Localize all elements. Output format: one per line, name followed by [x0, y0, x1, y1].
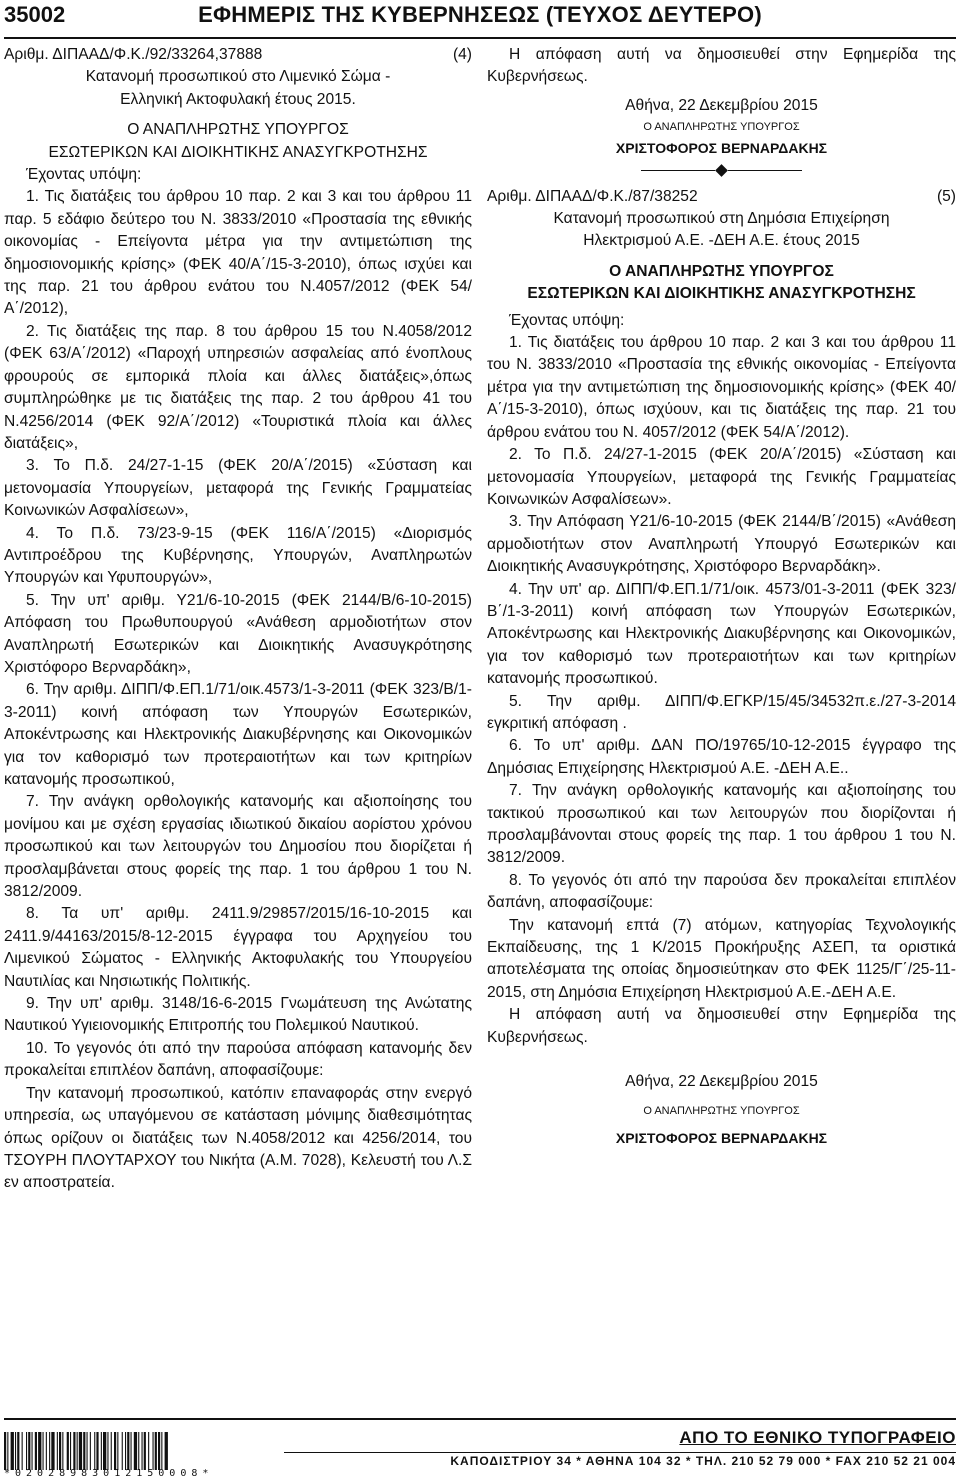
decision-5-paragraph-2: 2. Το Π.δ. 24/27-1-2015 (ΦΕΚ 20/Α΄/2015) «Σύσταση και μετονομασία Υπουργείων, μεταφορά της Γενικής Γραμματείας Κοινωνικών Ασφαλίσεων». [487, 446, 956, 508]
barcode-bar [138, 1432, 139, 1470]
decision-5-signer-name: ΧΡΙΣΤΟΦΟΡΟΣ ΒΕΡΝΑΡΔΑΚΗΣ [615, 1130, 828, 1147]
barcode-bar [7, 1432, 8, 1470]
decision-4-number: Αριθμ. ΔΙΠΑΑΔ/Φ.Κ./92/33264,37888 [4, 46, 263, 63]
decision-4-considering: Έχοντας υπόψη: [26, 166, 142, 184]
barcode-bar [38, 1432, 41, 1470]
barcode-bar [161, 1432, 162, 1470]
barcode-bar [90, 1432, 91, 1470]
decision-5-authority-2: ΕΣΩΤΕΡΙΚΩΝ ΚΑΙ ΔΙΟΙΚΗΤΙΚΗΣ ΑΝΑΣΥΓΚΡΟΤΗΣΗΣ [527, 285, 916, 303]
decision-4-paragraph-5: 5. Την υπ' αριθμ. Υ21/6-10-2015 (ΦΕΚ 2144/Β/6-10-2015) Απόφαση του Πρωθυπουργού «Ανάθεση αρμοδιοτήτων στον Αναπληρωτή Εσωτερικών και Διοικητικής Ανασυγκρότησης Χριστόφορο Βερναρδάκη», [4, 591, 472, 676]
decision-4-heading [4, 44, 472, 66]
barcode-bar [155, 1432, 157, 1470]
decision-5-heading [487, 186, 956, 208]
barcode-bar [28, 1432, 30, 1470]
barcode-bar [77, 1432, 78, 1470]
barcode-bar [101, 1432, 102, 1470]
decision-4-authority-1: Ο ΑΝΑΠΛΗΡΩΤΗΣ ΥΠΟΥΡΓΟΣ [127, 121, 349, 139]
decision-5-signer-title: Ο ΑΝΑΠΛΗΡΩΤΗΣ ΥΠΟΥΡΓΟΣ [643, 1105, 800, 1118]
gazette-title: ΕΦΗΜΕΡΙΣ ΤΗΣ ΚΥΒΕΡΝΗΣΕΩΣ (ΤΕΥΧΟΣ ΔΕΥΤΕΡΟ) [198, 2, 762, 27]
decision-5-paragraph-6: 6. Το υπ' αριθμ. ΔΑΝ ΠΟ/19765/10-12-2015 έγγραφο της Δημόσιας Επιχείρησης Ηλεκτρισμού Α.Ε. -ΔΕΗ Α.Ε.. [487, 737, 956, 777]
decision-5-number: Αριθμ. ΔΙΠΑΑΔ/Φ.Κ./87/38252 [487, 187, 698, 205]
barcode-bar [131, 1432, 132, 1470]
barcode-bar [67, 1432, 69, 1470]
decision-4-subject-1: Κατανομή προσωπικού στο Λιμενικό Σώμα - [85, 68, 391, 86]
decision-5-subject-2: Ηλεκτρισμού Α.Ε. -ΔΕΗ Α.Ε. έτους 2015 [583, 232, 860, 250]
barcode-bar [46, 1432, 47, 1470]
decision-4-date: Αθήνα, 22 Δεκεμβρίου 2015 [625, 96, 818, 114]
barcode-bar [142, 1432, 143, 1470]
decision-5-date: Αθήνα, 22 Δεκεμβρίου 2015 [625, 1073, 818, 1091]
barcode-bar [43, 1432, 44, 1470]
decision-4-paragraph-4: 4. Το Π.δ. 73/23-9-15 (ΦΕΚ 116/Α΄/2015) «Διορισμός Αντιπροέδρου της Κυβέρνησης, Υπουργών, Αναπληρωτών Υπουργών και Υφυπουργών», [4, 524, 472, 587]
barcode-bar [117, 1432, 118, 1470]
barcode-bar [153, 1432, 154, 1470]
decision-4-signer-name: ΧΡΙΣΤΟΦΟΡΟΣ ΒΕΡΝΑΡΔΑΚΗΣ [615, 140, 828, 157]
decision-5-subject-1: Κατανομή προσωπικού στη Δημόσια Επιχείρηση [553, 210, 890, 228]
decision-4-authority-2: ΕΣΩΤΕΡΙΚΩΝ ΚΑΙ ΔΙΟΙΚΗΤΙΚΗΣ ΑΝΑΣΥΓΚΡΟΤΗΣΗΣ [48, 143, 428, 161]
barcode-bar [125, 1432, 126, 1470]
decision-5-paragraph-7: 7. Την ανάγκη ορθολογικής κατανομής και αξιοποίησης του τακτικού προσωπικού και των λειτουργών που διορίζονται ή προσλαμβάνονται στους φορείς της παρ. 1 του άρθρου 1 του Ν. 3812/2009. [487, 782, 956, 867]
page-footer [4, 1428, 956, 1480]
barcode-bar [17, 1432, 19, 1470]
barcode-bar [165, 1432, 168, 1470]
decision-5-authority-1: Ο ΑΝΑΠΛΗΡΩΤΗΣ ΥΠΟΥΡΓΟΣ [609, 262, 834, 280]
barcode-digits: *02028983012150008* [4, 1468, 214, 1479]
barcode-bar [148, 1432, 149, 1470]
barcode-bar [94, 1432, 95, 1470]
left-column [4, 44, 472, 1195]
decision-4-signer-title: Ο ΑΝΑΠΛΗΡΩΤΗΣ ΥΠΟΥΡΓΟΣ [643, 121, 800, 134]
barcode-bar [22, 1432, 23, 1470]
barcode-bar [59, 1432, 61, 1470]
barcode-bar [107, 1432, 108, 1470]
printer-address: ΚΑΠΟΔΙΣΤΡΙΟΥ 34 * ΑΘΗΝΑ 104 32 * ΤΗΛ. 210 52 79 000 * FAX 210 52 21 004 [450, 1454, 956, 1468]
barcode-bar [111, 1432, 112, 1470]
decision-4-paragraph-2: 2. Τις διατάξεις της παρ. 8 του άρθρου 15 του Ν.4058/2012 (ΦΕΚ 63/Α΄/2012) «Παροχή υπηρεσιών ασφαλείας από ένοπλους φρουρούς σε εμπορικά πλοία και άλλες διατάξεις»,όπως συμπληρώθηκε με τις διατάξεις της παρ. 2 του άρθρου 41 του Ν.4256/2014 (ΦΕΚ 92/Α΄/2012) «Τουριστικά πλοία και άλλες διατάξεις», [4, 322, 472, 452]
decision-4-paragraph-8: 8. Τα υπ' αριθμ. 2411.9/29857/2015/16-10-2015 και 2411.9/44163/2015/8-12-2015 έγγραφα του Αρχηγείου του Λιμενικού Σώματος - Ελληνικής Ακτοφυλακής του Υπουργείου Ναυτιλίας και Νησιωτικής Πολιτικής. [4, 905, 472, 990]
decision-4-paragraph-1: 1. Τις διατάξεις του άρθρου 10 παρ. 2 και 3 και του άρθρου 11 παρ. 5 εδάφιο δεύτερο του Ν. 3833/2010 «Προστασία της εθνικής οικονομίας - Επείγοντα μέτρα για την αντιμετώπιση της δημοσιονομικής κρίσης» (ΦΕΚ 40/Α΄/15-3-2010), όπως ισχύει και της παρ. 21 του άρθρου ενάτου του Ν.4057/2012 (ΦΕΚ 54/Α΄/2012), [4, 188, 472, 318]
decision-5-considering: Έχοντας υπόψη: [509, 311, 625, 329]
page-header [4, 2, 956, 36]
barcode-bar [96, 1432, 98, 1470]
barcode-bar [70, 1432, 71, 1470]
barcode-bar [134, 1432, 137, 1470]
barcode-bar [103, 1432, 106, 1470]
barcode-bar [35, 1432, 37, 1470]
decision-5-index: (5) [936, 187, 956, 205]
barcode-bar [144, 1432, 146, 1470]
barcode-bar [26, 1432, 27, 1470]
barcode-bar [127, 1432, 129, 1470]
decision-4-paragraph-6: 6. Την αριθμ. ΔΙΠΠ/Φ.ΕΠ.1/71/οικ.4573/1-3-2011 (ΦΕΚ 323/Β/1-3-2011) κοινή απόφαση των Υπουργών Εσωτερικών, Αποκέντρωσης και Ηλεκτρονικής Διακυβέρνησης και Οικονομικών για τον καθορισμό των προτεραιοτήτων και των κριτηρίων κατανομής προσωπικού, [4, 681, 472, 788]
decision-4-index: (4) [452, 46, 472, 63]
section-divider-ornament [487, 160, 956, 182]
barcode-bar [114, 1432, 116, 1470]
barcode-bar [158, 1432, 160, 1470]
header-rule [4, 37, 956, 39]
decision-4-paragraph-9: 9. Την υπ' αριθμ. 3148/16-6-2015 Γνωμάτευση της Ανώτατης Ναυτικού Υγιειονομικής Επιτροπής του Πολεμικού Ναυτικού. [4, 995, 472, 1035]
barcode-bar [57, 1432, 58, 1470]
decision-4-paragraph-10: 10. Το γεγονός ότι από την παρούσα απόφαση κατανομής δεν προκαλείται επιπλέον δαπάνη, αποφασίζουμε: [4, 1039, 472, 1080]
footer-rule [4, 1418, 956, 1420]
decision-5-paragraph-1: 1. Τις διατάξεις του άρθρου 10 παρ. 2 και 3 και του άρθρου 11 του Ν. 3833/2010 «Προστασία της εθνικής οικονομίας - Επείγοντα μέτρα για την αντιμετώπιση της δημοσιονομικής κρίσης» (ΦΕΚ 40/Α΄/15-3-2010), όπως ισχύουν, και τις διατάξεις της παρ. 21 του άρθρου ενάτου του Ν. 4057/2012 (ΦΕΚ 54/Α΄/2012). [487, 334, 956, 441]
barcode-bar [49, 1432, 50, 1470]
barcode-bar [73, 1432, 75, 1470]
barcode-bar [15, 1432, 16, 1470]
printer-name: ΑΠΟ ΤΟ ΕΘΝΙΚΟ ΤΥΠΟΓΡΑΦΕΙΟ [679, 1428, 956, 1447]
decision-5-publication-note: Η απόφαση αυτή να δημοσιευθεί στην Εφημερίδα της Κυβερνήσεως. [487, 1006, 956, 1046]
barcode [4, 1432, 262, 1470]
decision-4-publication-note: Η απόφαση αυτή να δημοσιευθεί στην Εφημερίδα της Κυβερνήσεως. [487, 46, 956, 86]
printer-rule [284, 1452, 956, 1453]
decision-5-paragraph-5: 5. Την αριθμ. ΔΙΠΠ/Φ.ΕΓΚΡ/15/45/34532π.ε./27-3-2014 εγκριτική απόφαση . [487, 692, 956, 732]
decision-5-paragraph-4: 4. Την υπ' αρ. ΔΙΠΠ/Φ.ΕΠ.1/71/οικ. 4573/01-3-2011 (ΦΕΚ 323/Β΄/1-3-2011) κοινή απόφαση των Υπουργών Εσωτερικών, Αποκέντρωσης και Ηλεκτρονικής Διακυβέρνησης και Οικονομικών, για τον καθορισμό των προτεραιοτήτων και των κριτηρίων κατανομής προσωπικού. [487, 580, 956, 688]
barcode-bar [4, 1432, 6, 1470]
barcode-bar [32, 1432, 33, 1470]
decision-5-paragraph-3: 3. Την Απόφαση Υ21/6-10-2015 (ΦΕΚ 2144/Β΄/2015) «Ανάθεση αρμοδιοτήτων στον Αναπληρωτή Υπουργό Εσωτερικών και Διοικητικής Ανασυγκρότησης, Χριστόφορο Βερναρδάκη». [487, 513, 956, 576]
decision-5-paragraph-9: Την κατανομή επτά (7) ατόμων, κατηγορίας Τεχνολογικής Εκπαίδευσης, της 1 Κ/2015 Προκήρυξης ΑΣΕΠ, τα οριστικά αποτελέσματα της οποίας δημοσιεύτηκαν στο ΦΕΚ 1125/Γ΄/25-11-2015, στη Δημόσια Επιχείρηση Ηλεκτρισμού Α.Ε.-ΔΕΗ Α.Ε. [487, 916, 956, 1001]
decision-4-paragraph-3: 3. Το Π.δ. 24/27-1-15 (ΦΕΚ 20/Α΄/2015) «Σύσταση και μετονομασία Υπουργείων, μεταφορά της Γενικής Γραμματείας Κοινωνικών Ασφαλίσεων», [4, 457, 472, 520]
barcode-bar [79, 1432, 82, 1470]
right-column [487, 44, 956, 1150]
decision-4-paragraph-11: Την κατανομή προσωπικού, κατόπιν επαναφοράς στην ενεργό υπηρεσία, ως υπαγόμενου σε κατάσταση μόνιμης διαθεσιμότητας όπως ορίζουν οι διατάξεις των Ν.4058/2012 και 4256/2014, του ΤΣΟΥΡΗ ΠΛΟΥΤΑΡΧΟΥ του Νικήτα (Α.Μ. 7028), Κελευστή του Λ.Σ εν αποστρατεία. [4, 1084, 472, 1192]
barcode-bar [87, 1432, 88, 1470]
barcode-bar [122, 1432, 123, 1470]
decision-4-subject-2: Ελληνική Ακτοφυλακή έτους 2015. [120, 90, 356, 108]
barcode-bar [62, 1432, 63, 1470]
page-number: 35002 [4, 2, 66, 27]
barcode-bar [11, 1432, 14, 1470]
barcode-bar [83, 1432, 85, 1470]
decision-4-paragraph-7: 7. Την ανάγκη ορθολογικής κατανομής και αξιοποίησης του μονίμου και με σχέση εργασίας ιδιωτικού δικαίου αορίστου χρόνου προσωπικού και των λειτουργών του Δημοσίου που διορίζεται ή προσλαμβάνεται στους φορείς της παρ. 1 του άρθρου 1 του Ν. 3812/2009. [4, 793, 472, 901]
barcode-bar [51, 1432, 54, 1470]
decision-5-paragraph-8: 8. Το γεγονός ότι από την παρούσα δεν προκαλείται επιπλέον δαπάνη, αποφασίζουμε: [487, 871, 956, 912]
